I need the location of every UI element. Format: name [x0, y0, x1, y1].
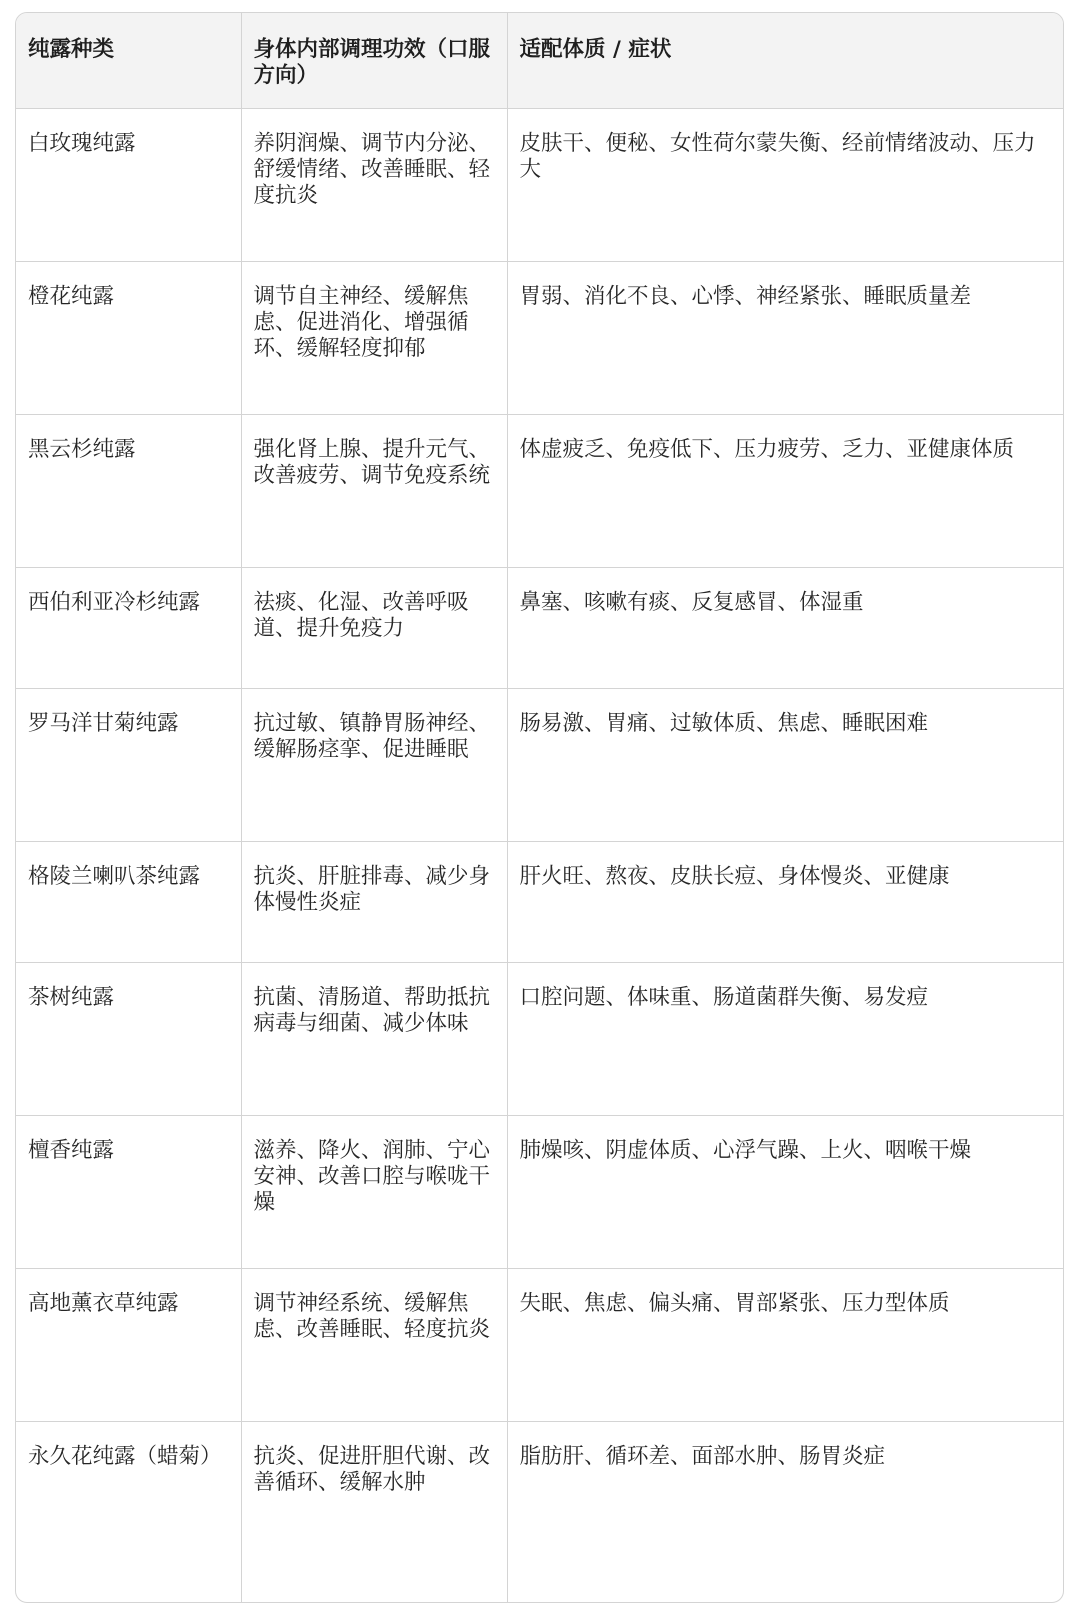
cell-effect: 强化肾上腺、提升元气、改善疲劳、调节免疫系统 — [241, 414, 507, 567]
table-row — [16, 261, 1063, 414]
cell-effect: 抗炎、促进肝胆代谢、改善循环、缓解水肿 — [241, 1421, 507, 1602]
header-internal-effect: 身体内部调理功效（口服方向） — [241, 13, 507, 108]
table-row — [16, 962, 1063, 1115]
hydrosol-data-table — [16, 13, 1063, 1602]
cell-hydrosol-name: 黑云杉纯露 — [16, 414, 241, 567]
cell-hydrosol-name: 橙花纯露 — [16, 261, 241, 414]
cell-effect: 抗菌、清肠道、帮助抵抗病毒与细菌、减少体味 — [241, 962, 507, 1115]
table-row — [16, 567, 1063, 688]
hydrosol-table — [15, 12, 1064, 1603]
cell-suitable: 皮肤干、便秘、女性荷尔蒙失衡、经前情绪波动、压力大 — [507, 108, 1063, 261]
cell-hydrosol-name: 檀香纯露 — [16, 1115, 241, 1268]
cell-suitable: 失眠、焦虑、偏头痛、胃部紧张、压力型体质 — [507, 1268, 1063, 1421]
cell-hydrosol-name: 格陵兰喇叭茶纯露 — [16, 841, 241, 962]
cell-effect: 抗炎、肝脏排毒、减少身体慢性炎症 — [241, 841, 507, 962]
cell-hydrosol-name: 罗马洋甘菊纯露 — [16, 688, 241, 841]
cell-effect: 滋养、降火、润肺、宁心安神、改善口腔与喉咙干燥 — [241, 1115, 507, 1268]
cell-effect: 调节自主神经、缓解焦虑、促进消化、增强循环、缓解轻度抑郁 — [241, 261, 507, 414]
table-row — [16, 1268, 1063, 1421]
table-row — [16, 1421, 1063, 1602]
table-row — [16, 414, 1063, 567]
cell-effect: 调节神经系统、缓解焦虑、改善睡眠、轻度抗炎 — [241, 1268, 507, 1421]
cell-hydrosol-name: 茶树纯露 — [16, 962, 241, 1115]
cell-effect: 抗过敏、镇静胃肠神经、缓解肠痉挛、促进睡眠 — [241, 688, 507, 841]
table-row — [16, 841, 1063, 962]
cell-hydrosol-name: 白玫瑰纯露 — [16, 108, 241, 261]
cell-effect: 养阴润燥、调节内分泌、舒缓情绪、改善睡眠、轻度抗炎 — [241, 108, 507, 261]
header-hydrosol-type: 纯露种类 — [16, 13, 241, 108]
cell-suitable: 肺燥咳、阴虚体质、心浮气躁、上火、咽喉干燥 — [507, 1115, 1063, 1268]
cell-suitable: 口腔问题、体味重、肠道菌群失衡、易发痘 — [507, 962, 1063, 1115]
table-row — [16, 1115, 1063, 1268]
header-suitable-constitution: 适配体质 / 症状 — [507, 13, 1063, 108]
cell-hydrosol-name: 高地薰衣草纯露 — [16, 1268, 241, 1421]
cell-suitable: 肠易激、胃痛、过敏体质、焦虑、睡眠困难 — [507, 688, 1063, 841]
cell-suitable: 体虚疲乏、免疫低下、压力疲劳、乏力、亚健康体质 — [507, 414, 1063, 567]
cell-hydrosol-name: 西伯利亚冷杉纯露 — [16, 567, 241, 688]
table-row — [16, 688, 1063, 841]
cell-suitable: 肝火旺、熬夜、皮肤长痘、身体慢炎、亚健康 — [507, 841, 1063, 962]
cell-suitable: 鼻塞、咳嗽有痰、反复感冒、体湿重 — [507, 567, 1063, 688]
table-row — [16, 108, 1063, 261]
cell-effect: 祛痰、化湿、改善呼吸道、提升免疫力 — [241, 567, 507, 688]
cell-suitable: 胃弱、消化不良、心悸、神经紧张、睡眠质量差 — [507, 261, 1063, 414]
cell-suitable: 脂肪肝、循环差、面部水肿、肠胃炎症 — [519, 1443, 886, 1469]
cell-hydrosol-name: 永久花纯露（蜡菊） — [16, 1421, 241, 1602]
table-header-row — [16, 13, 1063, 108]
